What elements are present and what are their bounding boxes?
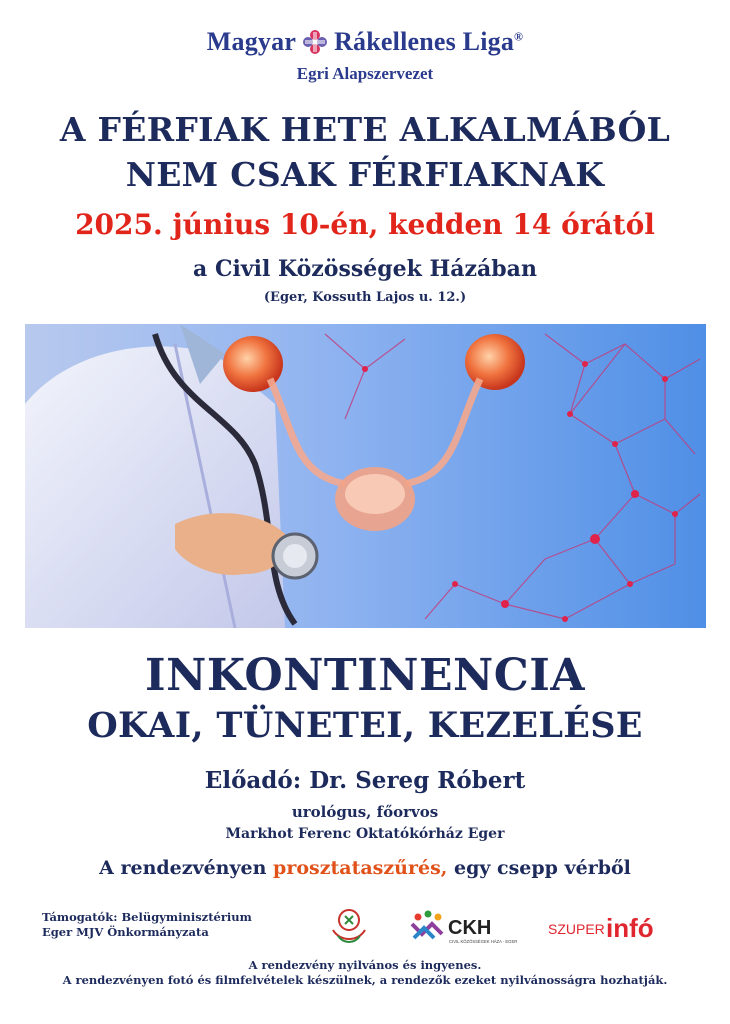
cross-flower-icon <box>302 29 328 55</box>
szuperinfo-logo <box>548 910 666 944</box>
event-date: 2025. június 10-én, kedden 14 órától <box>75 208 655 241</box>
event-address: (Eger, Kossuth Lajos u. 12.) <box>263 290 467 305</box>
ckh-subtext: CIVIL KÖZÖSSÉGEK HÁZA · EGER <box>449 939 518 944</box>
org-subtitle: Egri Alapszervezet <box>296 64 434 83</box>
szuper-text: SZUPER <box>548 921 605 937</box>
organization-logo <box>0 24 730 60</box>
speaker-title: urológus, főorvos <box>291 803 439 821</box>
supporters-line-2: Eger MJV Önkormányzata <box>42 925 209 939</box>
title-line-2: NEM CSAK FÉRFIAKNAK <box>125 155 605 194</box>
ckh-logo <box>408 910 520 946</box>
footer-line-2: A rendezvényen fotó és filmfelvételek készülnek, a rendezők ezeket nyilvánosságra hozhatják. <box>62 973 668 987</box>
topic-line-1: INKONTINENCIA <box>145 650 585 701</box>
event-venue: a Civil Közösségek Házában <box>193 256 537 282</box>
municipality-logo-icon <box>328 906 370 946</box>
info-text: infó <box>606 913 654 943</box>
screening-note: A rendezvényen prosztataszűrés, egy csepp vérből <box>99 857 631 879</box>
ckh-text: CKH <box>448 917 492 939</box>
topic-line-2: OKAI, TÜNETEI, KEZELÉSE <box>87 705 643 746</box>
speaker-hospital: Markhot Ferenc Oktatókórház Eger <box>225 826 505 842</box>
org-name-left: Magyar <box>206 27 297 56</box>
org-name-right: Rákellenes Liga® <box>334 27 524 56</box>
supporters-line-1: Támogatók: Belügyminisztérium <box>42 910 252 924</box>
speaker-name: Előadó: Dr. Sereg Róbert <box>204 767 526 794</box>
supporters <box>42 910 302 940</box>
screening-highlight: prosztataszűrés, <box>273 857 448 879</box>
ckh-people-icon <box>412 911 442 939</box>
title-line-1: A FÉRFIAK HETE ALKALMÁBÓL <box>59 110 671 149</box>
urology-illustration <box>25 324 706 628</box>
footer-line-1: A rendezvény nyilvános és ingyenes. <box>248 958 482 972</box>
